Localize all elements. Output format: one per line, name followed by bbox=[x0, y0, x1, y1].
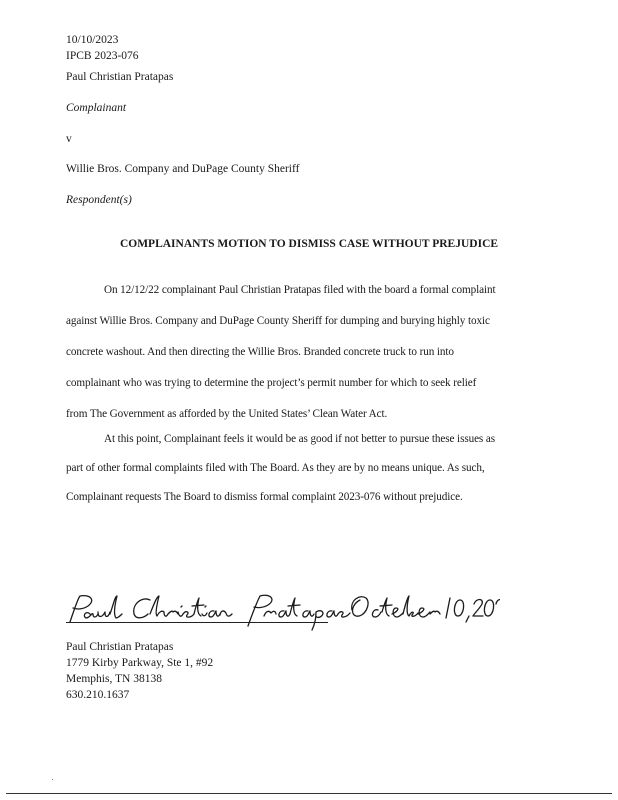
sig-stroke-s2 bbox=[338, 612, 350, 617]
sig-stroke-n bbox=[220, 611, 232, 616]
bottom-rule bbox=[6, 793, 612, 794]
signature-line bbox=[66, 622, 328, 623]
sig-stroke-comma bbox=[466, 616, 469, 622]
sig-stroke-c2 bbox=[372, 610, 381, 617]
complainant-label: Complainant bbox=[66, 102, 127, 114]
sig-stroke-a bbox=[84, 613, 98, 618]
case-number: IPCB 2023-076 bbox=[66, 50, 139, 62]
sig-stroke-2 bbox=[473, 600, 483, 617]
sig-stroke-o bbox=[352, 597, 368, 616]
scan-speck bbox=[52, 779, 53, 780]
paragraph-2-line-2: part of other formal complaints filed with The Board. As they are by no means unique. As such, bbox=[66, 462, 485, 474]
sig-stroke-l bbox=[110, 596, 122, 618]
complainant-name: Paul Christian Pratapas bbox=[66, 71, 174, 83]
signer-address-line-1: 1779 Kirby Parkway, Ste 1, #92 bbox=[66, 657, 214, 669]
paragraph-1-line-1: On 12/12/22 complainant Paul Christian Pratapas filed with the board a formal complaint bbox=[104, 284, 496, 296]
paragraph-1-line-4: complainant who was trying to determine the project’s permit number for which to seek relief bbox=[66, 377, 477, 389]
sig-stroke-r2 bbox=[264, 611, 276, 616]
sig-stroke-a5 bbox=[327, 611, 338, 617]
signer-address-line-2: Memphis, TN 38138 bbox=[66, 673, 162, 685]
sig-stroke-a4 bbox=[303, 611, 314, 617]
sig-stroke-u bbox=[98, 612, 110, 617]
paragraph-2-line-3: Complainant requests The Board to dismiss formal complaint 2023-076 without prejudice. bbox=[66, 491, 463, 503]
sig-stroke-e bbox=[418, 608, 430, 617]
sig-stroke-2b bbox=[496, 600, 500, 605]
paragraph-1-line-3: concrete washout. And then directing the Willie Bros. Branded concrete truck to run into bbox=[66, 346, 454, 358]
sig-stroke-h bbox=[150, 596, 168, 616]
paragraph-1-line-2: against Willie Bros. Company and DuPage County Sheriff for dumping and burying highly toxic bbox=[66, 315, 490, 327]
sig-stroke-t bbox=[192, 598, 204, 616]
sig-stroke-t3 bbox=[380, 598, 392, 616]
sig-stroke-a3 bbox=[279, 611, 290, 617]
sig-stroke-r3 bbox=[430, 611, 440, 614]
sig-stroke-i bbox=[178, 606, 183, 616]
sig-stroke-b bbox=[403, 596, 418, 616]
document-date: 10/10/2023 bbox=[66, 34, 119, 46]
sig-stroke-0 bbox=[454, 600, 463, 616]
sig-stroke-1 bbox=[446, 598, 450, 618]
handwritten-signature bbox=[60, 590, 500, 632]
signer-phone: 630.210.1637 bbox=[66, 689, 130, 701]
sig-stroke-0b bbox=[484, 600, 493, 616]
paragraph-2-line-1: At this point, Complainant feels it would be as good if not better to pursue these issues as bbox=[104, 433, 496, 445]
sig-stroke-i2 bbox=[202, 606, 207, 616]
sig-stroke-a2 bbox=[209, 611, 220, 617]
sig-stroke-p bbox=[70, 596, 92, 622]
signer-name: Paul Christian Pratapas bbox=[66, 641, 174, 653]
sig-stroke-c bbox=[134, 599, 150, 618]
sig-stroke-r bbox=[168, 611, 178, 614]
respondent-label: Respondent(s) bbox=[66, 194, 132, 206]
motion-title: COMPLAINANTS MOTION TO DISMISS CASE WITHOUT PREJUDICE bbox=[119, 238, 499, 250]
sig-stroke-o2 bbox=[392, 608, 403, 617]
sig-stroke-t2 bbox=[288, 598, 300, 616]
paragraph-1-line-5: from The Government as afforded by the United States’ Clean Water Act. bbox=[66, 408, 388, 420]
versus: v bbox=[66, 133, 72, 145]
sig-stroke-s bbox=[183, 612, 194, 617]
respondent-names: Willie Bros. Company and DuPage County Sheriff bbox=[66, 163, 300, 175]
